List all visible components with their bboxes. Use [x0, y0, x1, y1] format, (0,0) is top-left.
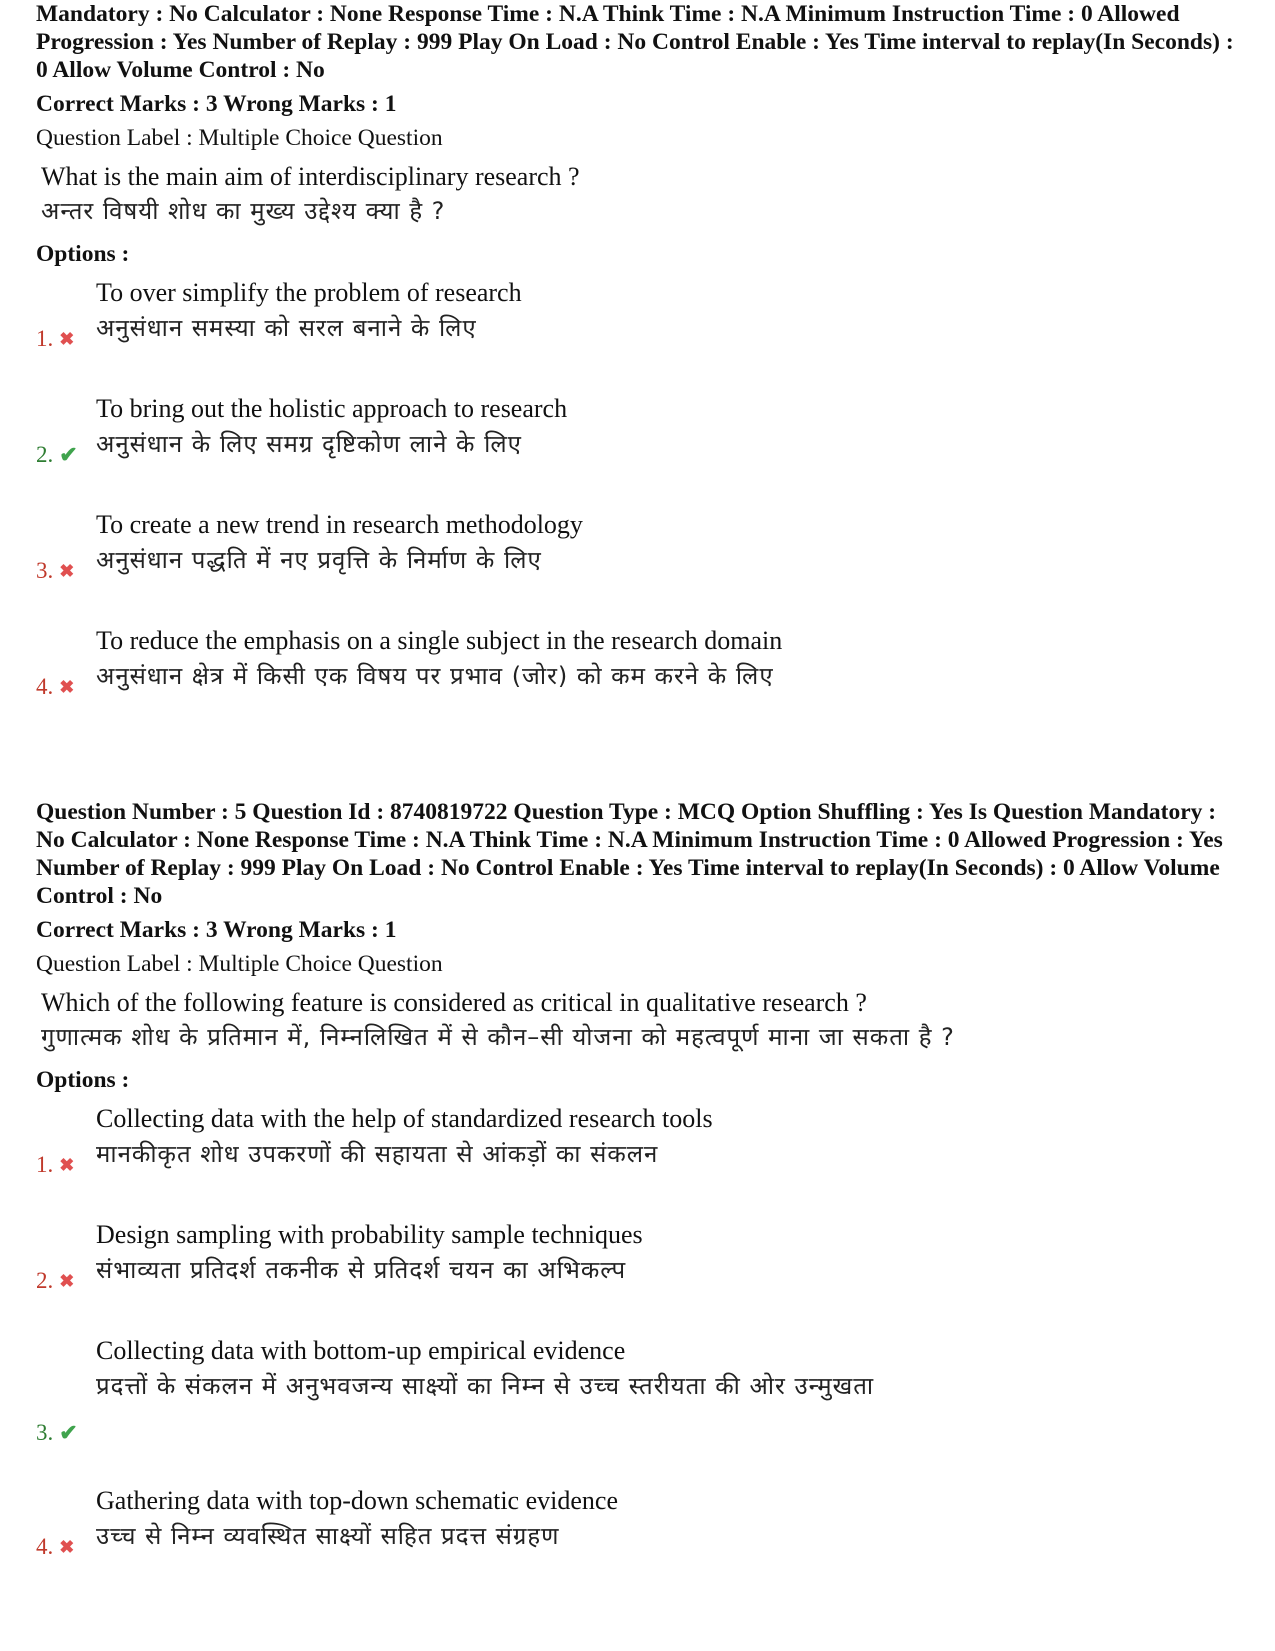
option-text-en: To over simplify the problem of research	[96, 278, 522, 307]
question-label: Question Label : Multiple Choice Question	[36, 951, 443, 977]
option-text-hi: संभाव्यता प्रतिदर्श तकनीक से प्रतिदर्श चयन का अभिकल्प	[96, 1256, 627, 1284]
option-number: 4. ✖	[36, 674, 75, 699]
option-3	[36, 1334, 1076, 1484]
option-text-en: To reduce the emphasis on a single subject in the research domain	[96, 626, 783, 655]
correct-check-icon: ✔	[59, 442, 78, 467]
question-text	[41, 160, 1236, 228]
option-3	[36, 508, 1236, 624]
question-text-en: Which of the following feature is considered as critical in qualitative research ?	[41, 988, 867, 1017]
question-text	[41, 986, 1041, 1054]
question-5-block	[36, 798, 1236, 1564]
option-number: 3. ✖	[36, 558, 75, 583]
question-meta: Question Number : 5 Question Id : 8740819722 Question Type : MCQ Option Shuffling : Yes Is Question Mandatory : No Calculator : None Response Time : N.A Think Time : N.A Minimum Instruction Time : 0 Allowed Progression : Yes Number of Replay : 999 Play On Load : No Control Enable : Yes Time interval to replay(In Seconds) : 0 Allow Volume Control : No	[36, 799, 1223, 909]
option-number: 1. ✖	[36, 1152, 75, 1177]
question-text-hi: अन्तर विषयी शोध का मुख्य उद्देश्य क्या है ?	[41, 197, 446, 225]
question-meta: Mandatory : No Calculator : None Response Time : N.A Think Time : N.A Minimum Instruction Time : 0 Allowed Progression : Yes Number of Replay : 999 Play On Load : No Control Enable : Yes Time interval to replay(In Seconds) : 0 Allow Volume Control : No	[36, 1, 1234, 83]
option-text-en: Collecting data with the help of standardized research tools	[96, 1104, 713, 1133]
option-text-en: Design sampling with probability sample techniques	[96, 1220, 643, 1249]
option-1	[36, 1102, 1236, 1218]
options-heading: Options :	[36, 241, 130, 267]
wrong-cross-icon: ✖	[59, 1271, 75, 1291]
option-1	[36, 276, 1236, 392]
question-text-en: What is the main aim of interdisciplinary research ?	[41, 162, 580, 191]
option-4	[36, 1484, 1236, 1564]
option-number: 1. ✖	[36, 326, 75, 351]
wrong-cross-icon: ✖	[59, 329, 75, 349]
option-text-hi: अनुसंधान क्षेत्र में किसी एक विषय पर प्रभाव (जोर) को कम करने के लिए	[96, 662, 774, 690]
option-text-en: Gathering data with top-down schematic evidence	[96, 1486, 618, 1515]
option-text-hi: प्रदत्तों के संकलन में अनुभवजन्य साक्ष्यों का निम्न से उच्च स्तरीयता की ओर उन्मुखता	[96, 1372, 875, 1400]
wrong-cross-icon: ✖	[59, 1537, 75, 1557]
option-text-hi: अनुसंधान पद्धति में नए प्रवृत्ति के निर्माण के लिए	[96, 546, 542, 574]
option-text-hi: मानकीकृत शोध उपकरणों की सहायता से आंकड़ों का संकलन	[96, 1140, 659, 1168]
option-text-en: Collecting data with bottom-up empirical evidence	[96, 1336, 626, 1365]
question-label: Question Label : Multiple Choice Question	[36, 125, 443, 151]
option-number: 3. ✔	[36, 1420, 78, 1445]
option-text-hi: अनुसंधान समस्या को सरल बनाने के लिए	[96, 314, 477, 342]
option-text-en: To bring out the holistic approach to research	[96, 394, 568, 423]
question-marks: Correct Marks : 3 Wrong Marks : 1	[36, 917, 397, 943]
option-2	[36, 392, 1236, 508]
correct-check-icon: ✔	[59, 1420, 78, 1445]
option-2	[36, 1218, 1236, 1334]
option-4	[36, 624, 1236, 740]
wrong-cross-icon: ✖	[59, 1155, 75, 1175]
option-text-en: To create a new trend in research methodology	[96, 510, 583, 539]
option-number: 2. ✔	[36, 442, 78, 467]
option-number: 4. ✖	[36, 1534, 75, 1559]
option-text-hi: अनुसंधान के लिए समग्र दृष्टिकोण लाने के लिए	[96, 430, 522, 458]
question-4-block	[36, 0, 1236, 740]
option-text-hi: उच्च से निम्न व्यवस्थित साक्ष्यों सहित प्रदत्त संग्रहण	[96, 1522, 560, 1550]
options-heading: Options :	[36, 1067, 130, 1093]
question-marks: Correct Marks : 3 Wrong Marks : 1	[36, 91, 397, 117]
wrong-cross-icon: ✖	[59, 677, 75, 697]
wrong-cross-icon: ✖	[59, 561, 75, 581]
option-number: 2. ✖	[36, 1268, 75, 1293]
question-text-hi: गुणात्मक शोध के प्रतिमान में, निम्नलिखित में से कौन–सी योजना को महत्वपूर्ण माना जा सकता है ?	[41, 1023, 955, 1051]
